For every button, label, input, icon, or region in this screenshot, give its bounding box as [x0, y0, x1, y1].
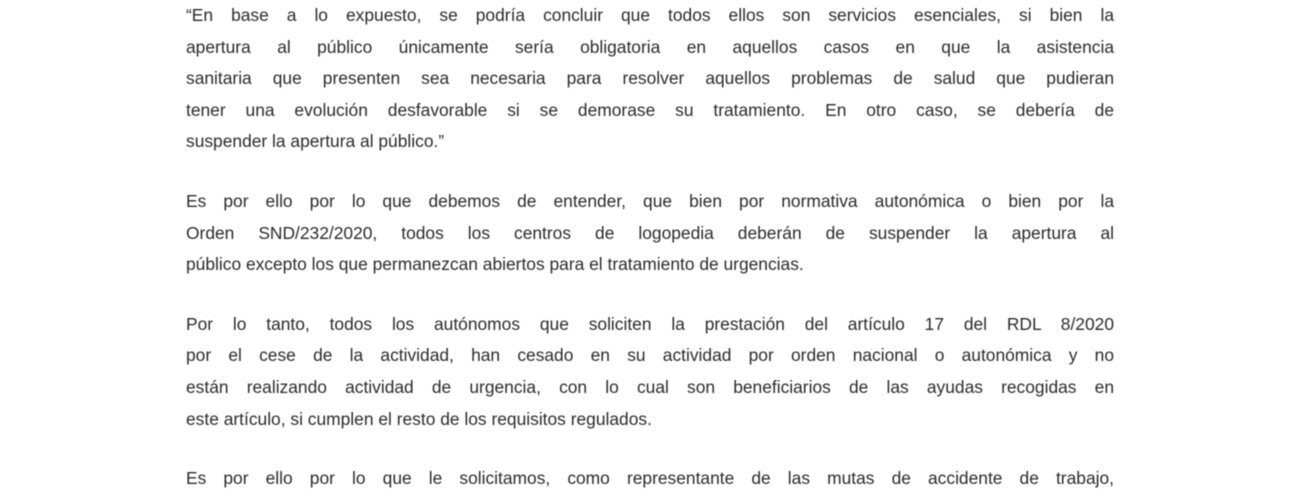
paragraph-spacer: [186, 435, 1114, 463]
text-line: por el cese de la actividad, han cesado en su actividad por orden nacional o autonómica y no: [186, 345, 1114, 366]
text-line: Por lo tanto, todos los autónomos que soliciten la prestación del artículo 17 del RDL 8/2020: [186, 313, 1114, 334]
text-line: este artículo, si cumplen el resto de los requisitos regulados.: [186, 408, 652, 429]
document-body: [186, 0, 1114, 495]
text-line: Es por ello por lo que le solicitamos, como representante de las mutas de accidente de trabajo,: [186, 468, 1114, 489]
text-line: tener una evolución desfavorable si se demorase su tratamiento. En otro caso, se debería de: [186, 99, 1114, 120]
text-line: apertura al público únicamente sería obligatoria en aquellos casos en que la asistencia: [186, 36, 1114, 57]
paragraph-autonomos: [186, 309, 1114, 435]
text-line: sanitaria que presenten sea necesaria para resolver aquellos problemas de salud que pudieran: [186, 68, 1114, 89]
text-line: Orden SND/232/2020, todos los centros de logopedia deberán de suspender la apertura al: [186, 222, 1114, 243]
text-line: “En base a lo expuesto, se podría concluir que todos ellos son servicios esenciales, si bien la: [186, 5, 1114, 25]
paragraph-quote: [186, 0, 1114, 158]
paragraph-solicitud: [186, 463, 1114, 495]
text-line: están realizando actividad de urgencia, con lo cual son beneficiarios de las ayudas recogidas en: [186, 376, 1114, 397]
paragraph-spacer: [186, 281, 1114, 309]
text-line: suspender la apertura al público.”: [186, 131, 445, 152]
text-line: público excepto los que permanezcan abiertos para el tratamiento de urgencias.: [186, 254, 804, 275]
text-line: Es por ello por lo que debemos de entender, que bien por normativa autonómica o bien por la: [186, 190, 1114, 211]
paragraph-spacer: [186, 158, 1114, 186]
paragraph-normativa: [186, 186, 1114, 281]
